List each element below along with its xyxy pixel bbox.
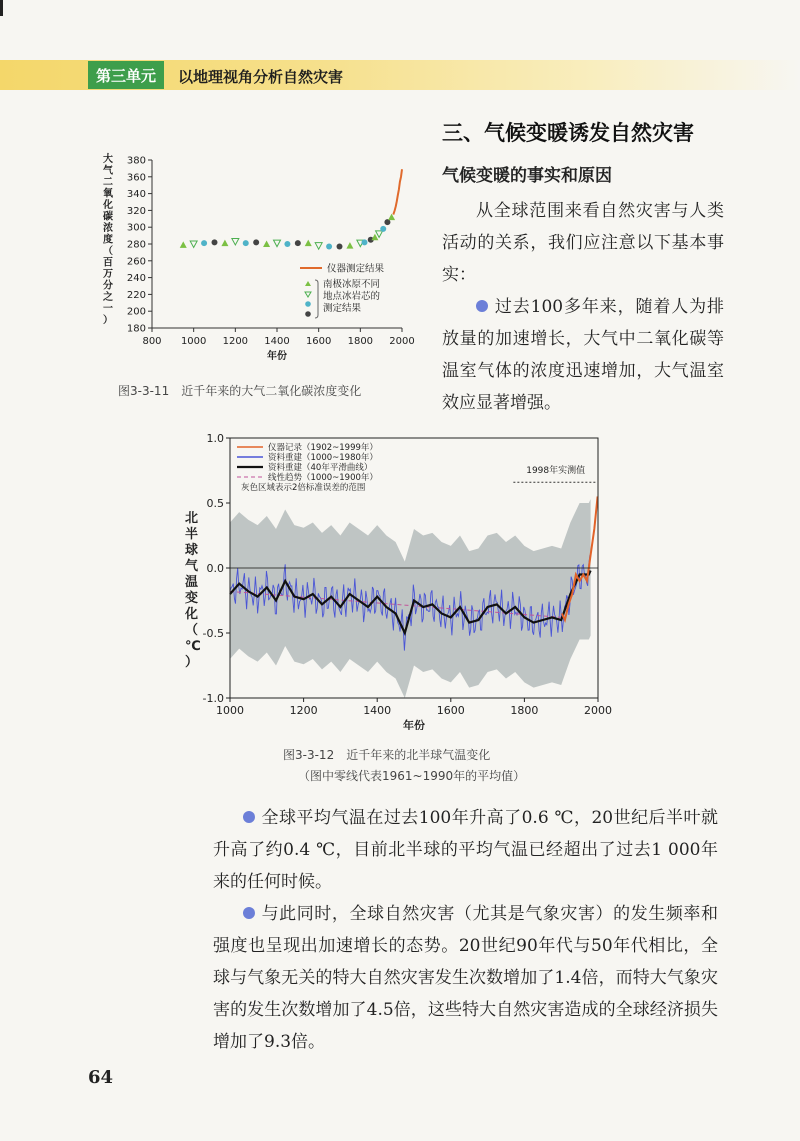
figure-1-caption: 图3-3-11 近千年来的大气二氧化碳浓度变化 xyxy=(118,384,362,398)
co2-ice-core-point xyxy=(253,239,259,245)
temp-legend-label: 线性趋势（1000~1900年） xyxy=(268,473,378,483)
temp-x-tick-label: 1400 xyxy=(363,704,392,717)
paragraph-fact-1 xyxy=(442,291,724,419)
co2-x-tick-label: 1000 xyxy=(180,336,207,347)
temp-uncertainty-band xyxy=(230,499,591,698)
temp-x-tick-label: 1600 xyxy=(436,704,465,717)
co2-ice-core-point xyxy=(243,240,249,246)
paragraph-intro: 从全球范围来看自然灾害与人类活动的关系，我们应注意以下基本事实： xyxy=(442,201,724,285)
co2-legend-dot-dark xyxy=(305,311,311,317)
co2-ice-core-point xyxy=(190,241,197,248)
co2-y-tick-label: 260 xyxy=(126,256,146,268)
co2-x-tick-label: 1400 xyxy=(264,336,290,347)
section-subtitle: 气候变暖的事实和原因 xyxy=(442,166,612,186)
co2-legend-tri-down xyxy=(305,292,311,297)
temp-y-tick-label: 1.0 xyxy=(206,432,224,445)
temp-legend-label: 仪器记录（1902~1999年） xyxy=(268,443,378,453)
co2-chart xyxy=(95,150,425,375)
bullet-icon xyxy=(243,811,255,823)
co2-y-tick-label: 360 xyxy=(126,172,146,184)
co2-y-tick-label: 200 xyxy=(126,306,146,318)
co2-ice-core-point xyxy=(362,239,368,245)
co2-y-tick-label: 300 xyxy=(126,222,146,234)
co2-legend-brace xyxy=(315,280,318,318)
co2-x-tick-label: 800 xyxy=(142,336,162,347)
temp-legend-label: 灰色区域表示2倍标准误差的范围 xyxy=(241,483,366,493)
paragraph-fact-2-text: 全球平均气温在过去100年升高了0.6 ℃，20世纪后半叶就升高了约0.4 ℃，目前北半球的平均气温已经超出了过去1 000年来的任何时候。 xyxy=(213,808,718,892)
co2-legend-line-label: 仪器测定结果 xyxy=(327,263,385,275)
co2-ice-core-point xyxy=(295,240,301,246)
co2-legend-tri-up xyxy=(305,281,311,286)
figure-2-note: （图中零线代表1961~1990年的平均值） xyxy=(298,769,526,783)
co2-ice-core-point xyxy=(263,241,270,248)
co2-ice-core-point xyxy=(221,240,228,247)
co2-ice-core-point xyxy=(180,241,187,248)
paragraph-fact-1-text: 过去100多年来，随着人为排放量的加速增长，大气中二氧化碳等温室气体的浓度迅速增加，大气温室效应显著增强。 xyxy=(442,297,724,413)
unit-title: 以地理视角分析自然灾害 xyxy=(178,68,344,86)
section-title: 三、气候变暖诱发自然灾害 xyxy=(442,121,694,145)
temp-y-axis-label: 北半球气温变化（℃） xyxy=(185,511,201,670)
co2-x-axis-label: 年份 xyxy=(267,351,287,362)
co2-ice-core-point xyxy=(380,226,386,232)
bullet-icon xyxy=(243,907,255,919)
co2-ice-core-point xyxy=(284,241,290,247)
co2-y-tick-label: 180 xyxy=(126,323,146,335)
co2-ice-core-point xyxy=(274,240,281,247)
co2-x-tick-label: 1800 xyxy=(347,336,374,347)
temp-y-tick-label: 0.0 xyxy=(206,562,224,575)
temp-y-tick-label: -0.5 xyxy=(202,627,224,640)
co2-ice-core-point xyxy=(346,242,353,249)
temp-x-tick-label: 1000 xyxy=(216,704,244,717)
temperature-chart xyxy=(175,430,615,730)
page-corner-mark xyxy=(0,0,3,16)
co2-ice-core-point xyxy=(232,238,239,245)
temp-y-tick-label: 0.5 xyxy=(206,497,224,510)
temp-x-tick-label: 1800 xyxy=(510,704,539,717)
co2-y-tick-label: 280 xyxy=(126,239,146,251)
co2-y-tick-label: 240 xyxy=(126,273,146,285)
co2-y-tick-label: 320 xyxy=(126,205,146,217)
paragraph-fact-3-text: 与此同时，全球自然灾害（尤其是气象灾害）的发生频率和强度也呈现出加速增长的态势。20世纪90年代与50年代相比，全球与气象无关的特大自然灾害发生次数增加了1.4倍，而特大气象灾害的发生次数增加了4.5倍，这些特大自然灾害造成的全球经济损失增加了9.3倍。 xyxy=(213,904,718,1052)
temp-1998-annotation: 1998年实测值 xyxy=(526,466,586,477)
co2-ice-core-point xyxy=(337,244,343,250)
temp-legend-label: 资料重建（1000~1980年） xyxy=(268,453,378,463)
unit-label: 第三单元 xyxy=(88,61,164,89)
temp-y-tick-label: -1.0 xyxy=(202,692,224,705)
co2-ice-core-point xyxy=(212,239,218,245)
temp-x-tick-label: 2000 xyxy=(584,704,612,717)
co2-ice-core-point xyxy=(376,231,383,238)
co2-ice-core-point xyxy=(315,243,322,250)
co2-ice-core-point xyxy=(201,240,207,246)
co2-legend-dot xyxy=(305,301,311,307)
page-number: 64 xyxy=(88,1067,114,1088)
co2-y-tick-label: 340 xyxy=(126,189,146,201)
temp-x-tick-label: 1200 xyxy=(289,704,318,717)
bullet-icon xyxy=(476,300,488,312)
co2-x-tick-label: 2000 xyxy=(389,336,415,347)
co2-x-tick-label: 1600 xyxy=(305,336,332,347)
co2-ice-core-point xyxy=(326,244,332,250)
co2-y-axis-label: 大气二氧化碳浓度（百万分之一） xyxy=(103,154,113,326)
co2-instrument-line xyxy=(393,169,402,214)
co2-legend-markers-label: 南极冰原不同地点冰岩芯的测定结果 xyxy=(323,279,381,314)
co2-ice-core-point xyxy=(305,240,312,247)
paragraph-fact-2 xyxy=(213,802,718,898)
co2-y-tick-label: 220 xyxy=(126,289,146,301)
temp-legend-label: 资料重建（40年平滑曲线） xyxy=(268,463,373,473)
figure-2-caption: 图3-3-12 近千年来的北半球气温变化 xyxy=(283,748,491,762)
co2-x-tick-label: 1200 xyxy=(222,336,249,347)
temp-x-axis-label: 年份 xyxy=(403,719,425,730)
co2-y-tick-label: 380 xyxy=(126,155,146,167)
paragraph-fact-3 xyxy=(213,898,718,1058)
